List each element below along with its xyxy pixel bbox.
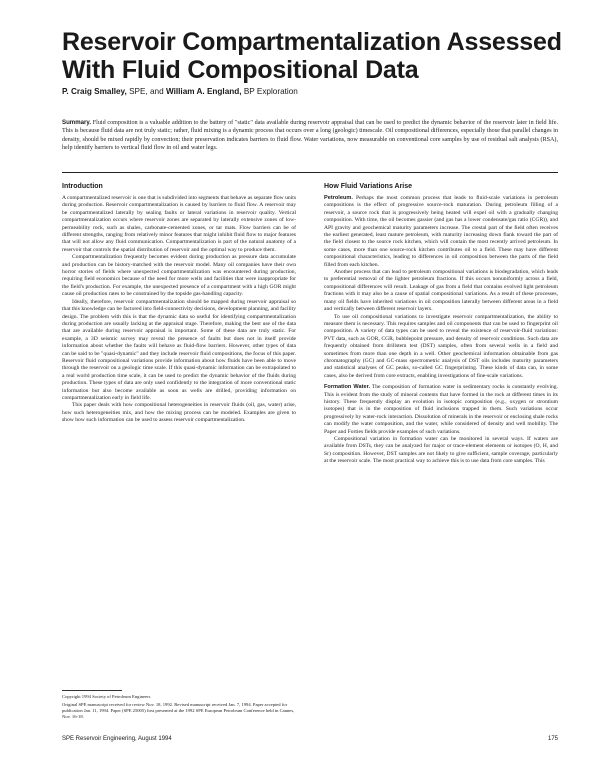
fluid-paragraph-5: Compositional variation in formation water can be monitored in several ways. If waters are available from DSTs, they can be analyzed for major or trace-element elements or isotopes (O, H, and Sr) composition. However, DST samples are not likely to give sufficient, sample coverage, particularly at the reservoir scale. The most practical way to achieve this is to use data from core samples. This — [324, 436, 558, 465]
formation-water-paragraph — [324, 384, 558, 436]
section-divider — [62, 172, 558, 173]
author-1: P. Craig Smalley, — [62, 87, 127, 96]
author-2-affiliation: BP Exploration — [243, 87, 298, 96]
fluid-paragraph-3: To use oil compositional variations to investigate reservoir compartmentalization, the ability to measure them is necessary. This requires samples and oil components that can be used to fingerprint oil composition. A variety of data types can be used to reveal the existence of reservoir-fluid variations: PVT data, such as GOR, CGR, bubblepoint pressure, and density of reservoir conditions. Such data are frequently obtained from drillstem test (DST) samples, often from several wells in a field and sometimes from more than one depth in a well. Other geochemical information obtainable from gas chromatography (GC) and GC-mass spectrometric analysis of DST oils includes maturity parameters and statistical analyses of GC peaks, so-called GC fingerprinting. These kinds of data can, in some cases, also be derived from core extracts, enabling investigations of fine-scale variations. — [324, 313, 558, 379]
fluid-paragraph-2: Another process that can lead to petroleum compositional variations is biodegradation, which leads to preferential removal of the lighter petroleum fractions. If this occurs nonuniformly across a field, compositional differences will result. Leakage of gas from a field that contains evolved light petroleum fractions with it may also be a cause of spatial compositional variations. As a result of these processes, many oil fields have inherited variations in oil composition laterally between different areas in a field and vertically between different reservoir layers. — [324, 269, 558, 313]
summary-label: Summary. — [62, 119, 92, 126]
footnotes — [62, 690, 296, 722]
summary-abstract — [62, 119, 558, 153]
author-1-affiliation: SPE, and — [129, 87, 164, 96]
left-column — [62, 182, 296, 425]
introduction-heading: Introduction — [62, 183, 103, 190]
fluid-variations-heading: How Fluid Variations Arise — [324, 183, 413, 190]
author-line — [62, 87, 298, 96]
summary-text: Fluid composition is a valuable addition to the battery of "static" data available during reservoir appraisal that can be used to predict the dynamic behavior of the reservoir later in field life. This is because fluid data are not truly static; rather, fluid mixing is a dynamic process that occurs over a long (geologic) timescale. Oil compositional differences, especially those that parallel changes in density, should be mixed rapidly by convection; their preservation indicates barriers to fluid flow. Water variations, now measurable on conventional core samples by use of residual salt analysis (RSA), help identify barriers to vertical fluid flow in oil and water legs. — [62, 120, 558, 152]
right-column — [324, 182, 558, 466]
footnote-rule — [62, 690, 122, 691]
intro-paragraph-2: Compartmentalization frequently becomes evident during production as pressure data accumulate and production can be history-matched with the reservoir model. Many oil companies have their own horror stories of fields where unexpected compartmentalization was encountered during production, requiring field economics because of the need for more wells and facilities that were inappropriate for the field's production. For example, the unexpected presence of a compartment with a high GOR might cause oil production rates to be constrained by the topside gas-handling capacity. — [62, 254, 296, 298]
intro-paragraph-1: A compartmentalized reservoir is one that is subdivided into segments that behave as separate flow units during production. Reservoir compartmentalization is caused by barriers to fluid flow. A reservoir may be compartmentalized laterally by sealing faults or lateral variations in reservoir quality. Vertical compartmentalization occurs where reservoir zones are separated by laterally extensive zones of low-permeability rock, such as shales, carbonate-cemented zones, or tar mats. Flow barriers can be of different strengths, ranging from relatively minor features that might inhibit fluid flow to major features that will not allow any fluid communication. Compartmentalization is part of the natural anatomy of a reservoir that controls the spatial distribution of reservoir and the optimal way to produce them. — [62, 195, 296, 253]
petroleum-runin: Petroleum. — [324, 195, 353, 201]
author-2: William A. England, — [165, 87, 242, 96]
journal-citation: SPE Reservoir Engineering, August 1994 — [62, 736, 172, 742]
formation-water-runin: Formation Water. — [324, 384, 370, 391]
petroleum-paragraph — [324, 195, 558, 269]
intro-paragraph-3: Ideally, therefore, reservoir compartmentalization should be mapped during reservoir appraisal so that this knowledge can be factored into field-connectivity decisions, development planning, and facility design. The problem with this is that the dynamic data so useful for identifying compartmentalization during production are usually lacking at the appraisal stage. Therefore, making the best use of the data that are available during reservoir appraisal is important. Some of these data are truly static. For example, a 3D seismic survey may reveal the presence of faults but does not in itself provide information about whether the faults will behave as fluid-flow barriers. However, other types of data can be said to be "quasi-dynamic" and they include reservoir fluid compositions, the focus of this paper. Reservoir fluid compositional variations provide information about how fluids have been able to move through the reservoir on a geologic time scale. If this quasi-dynamic information can be extrapolated to a real world production time scale, it can be used to predict the dynamic behavior of the fluids during production. These types of data are only used confidently to the integration of more conventional static information but also become available as soon as wells are drilled, providing information on compartmentalization early in field life. — [62, 298, 296, 401]
intro-paragraph-4: This paper deals with how compositional heterogeneities in reservoir fluids (oil, gas, water) arise, how such heterogeneities mix, and how the mixing process can be modeled. Examples are given to show how such information can be used to assess reservoir compartmentalization. — [62, 402, 296, 424]
copyright-note: Copyright 1994 Society of Petroleum Engineers — [62, 694, 151, 699]
manuscript-note: Original SPE manuscript received for review Nov. 18, 1992. Revised manuscript received Jan. 7, 1994. Paper accepted for publication Jan. 11, 1994. Paper (SPE 25005) first presented at the 1992 SPE European Petroleum Conference held in Cannes, Nov. 16-18. — [62, 702, 295, 719]
page-number: 175 — [547, 736, 558, 742]
petroleum-text: Perhaps the most common process that leads to fluid-scale variations in petroleum compositions is the effect of progressive source-rock maturation. During petroleum filling of a reservoir, a source rock that is progressively being heated will expel oil with a gradually changing composition. With time, the oil becomes gassier (and gas has a lower condensate/gas ratio (CGR)), and API gravity and geochemical maturity parameters increase. The crestal part of the field often receives the earliest generated, least mature petroleum, with maturity increasing down flank toward the part of the field closest to the source rock kitchen, which will contain the most recently arrived petroleum. In some cases, more than one source-rock kitchen contributes oil to a field. These may have different compositional characteristics, leading to differences in oil composition between the parts of the field filled from each kitchen. — [324, 195, 558, 268]
formation-water-text: The composition of formation water in sedimentary rocks is constantly evolving. This is evident from the study of mineral contents that have formed in the rock at different times in its history. These frequently display an evolution in isotopic composition (e.g., oxygen or strontium isotopes) that is in the composition of fluid inclusions trapped in them. Such variations occur progressively by water-rock interaction. Dissolution of minerals in the reservoir or enclosing shale rocks can modify the water composition, and the water, while considered of density and well mobility. The Paper and Forties fields provide examples of such variations. — [324, 384, 558, 435]
page-title: Reservoir Compartmentalization Assessed With Fluid Compositional Data — [62, 28, 562, 84]
